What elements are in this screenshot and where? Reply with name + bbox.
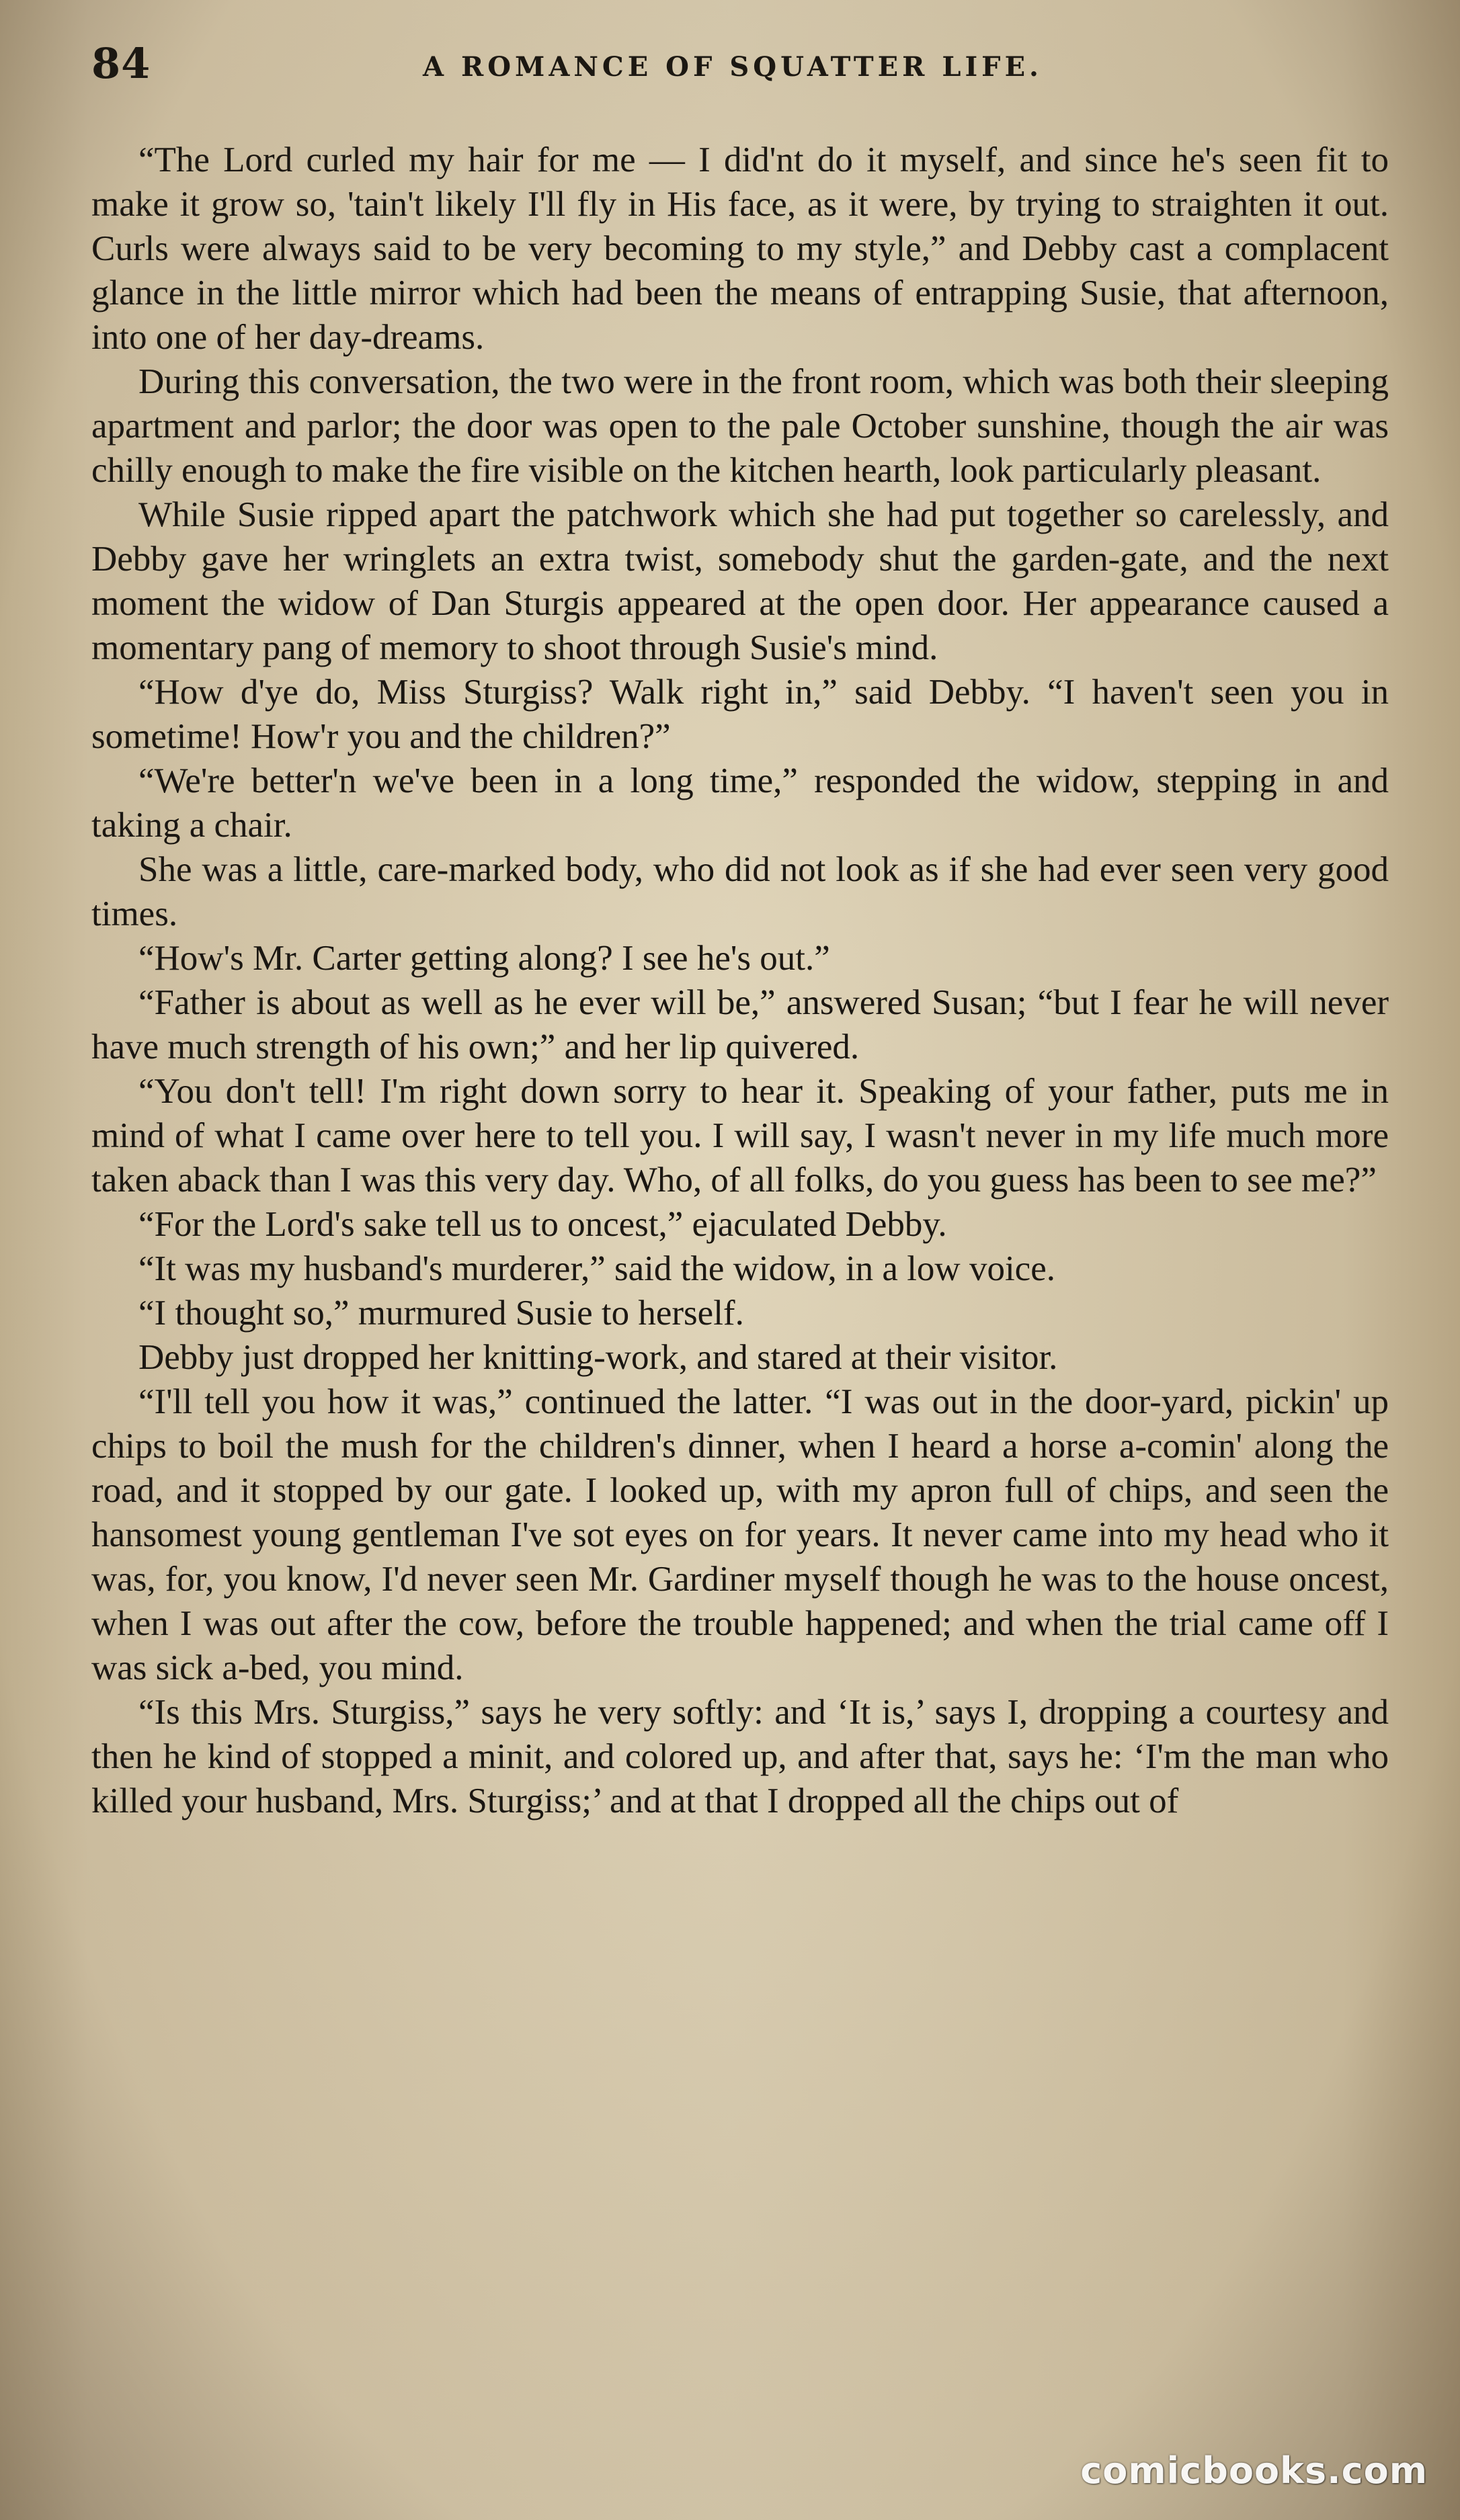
paragraph: While Susie ripped apart the patchwork which she had put together so carelessly, and Debby gave her wringlets an extra twist, somebody shut the garden-gate, and the next moment the widow of Dan Sturgis appeared at the open door. Her appearance caused a momentary pang of memory to shoot through Susie's mind.	[91, 495, 1389, 667]
paragraph: She was a little, care-marked body, who did not look as if she had ever seen very good times.	[91, 850, 1389, 933]
page-header	[67, 39, 1398, 99]
paragraph: Debby just dropped her knitting-work, and stared at their visitor.	[138, 1338, 1058, 1377]
page-number: 84	[91, 39, 151, 88]
paragraph: “For the Lord's sake tell us to oncest,” ejaculated Debby.	[138, 1205, 947, 1244]
paragraph: “Father is about as well as he ever will be,” answered Susan; “but I fear he will never have much strength of his own;” and her lip quivered.	[91, 983, 1389, 1066]
paragraph: “It was my husband's murderer,” said the widow, in a low voice.	[138, 1249, 1055, 1288]
paragraph: “Is this Mrs. Sturgiss,” says he very softly: and ‘It is,’ says I, dropping a courtesy and then he kind of stopped a minit, and colored up, and after that, says he: ‘I'm the man who killed your husband, Mrs. Sturgiss;’ and at that I dropped all the chips out of	[91, 1693, 1389, 1820]
body-text	[91, 138, 1389, 1823]
paragraph: “How d'ye do, Miss Sturgiss? Walk right in,” said Debby. “I haven't seen you in sometime! How'r you and the children?”	[91, 673, 1389, 756]
paragraph: “You don't tell! I'm right down sorry to hear it. Speaking of your father, puts me in mind of what I came over here to tell you. I will say, I wasn't never in my life much more taken aback than I was this very day. Who, of all folks, do you guess has been to see me?”	[91, 1072, 1389, 1200]
paragraph: “How's Mr. Carter getting along? I see he's out.”	[138, 939, 830, 978]
paragraph: During this conversation, the two were in the front room, which was both their sleeping apartment and parlor; the door was open to the pale October sunshine, though the air was chilly enough to make the fire visible on the kitchen hearth, look particularly pleasant.	[91, 362, 1389, 490]
watermark: comicbooks.com	[1080, 2449, 1428, 2492]
paragraph: “The Lord curled my hair for me — I did'nt do it myself, and since he's seen fit to make it grow so, 'tain't likely I'll fly in His face, as it were, by trying to straighten it out. Curls were always said to be very becoming to my style,” and Debby cast a complacent glance in the little mirror which had been the means of entrapping Susie, that afternoon, into one of her day-dreams.	[91, 140, 1389, 357]
running-head: A ROMANCE OF SQUATTER LIFE.	[423, 51, 1043, 83]
paragraph: “We're better'n we've been in a long time,” responded the widow, stepping in and taking a chair.	[91, 761, 1389, 845]
paragraph: “I'll tell you how it was,” continued the latter. “I was out in the door-yard, pickin' up chips to boil the mush for the children's dinner, when I heard a horse a-comin' along the road, and it stopped by our gate. I looked up, with my apron full of chips, and seen the hansomest young gentleman I've sot eyes on for years. It never came into my head who it was, for, you know, I'd never seen Mr. Gardiner myself though he was to the house oncest, when I was out after the cow, before the trouble happened; and when the trial came off I was sick a-bed, you mind.	[91, 1382, 1389, 1687]
paragraph: “I thought so,” murmured Susie to herself.	[138, 1294, 744, 1333]
